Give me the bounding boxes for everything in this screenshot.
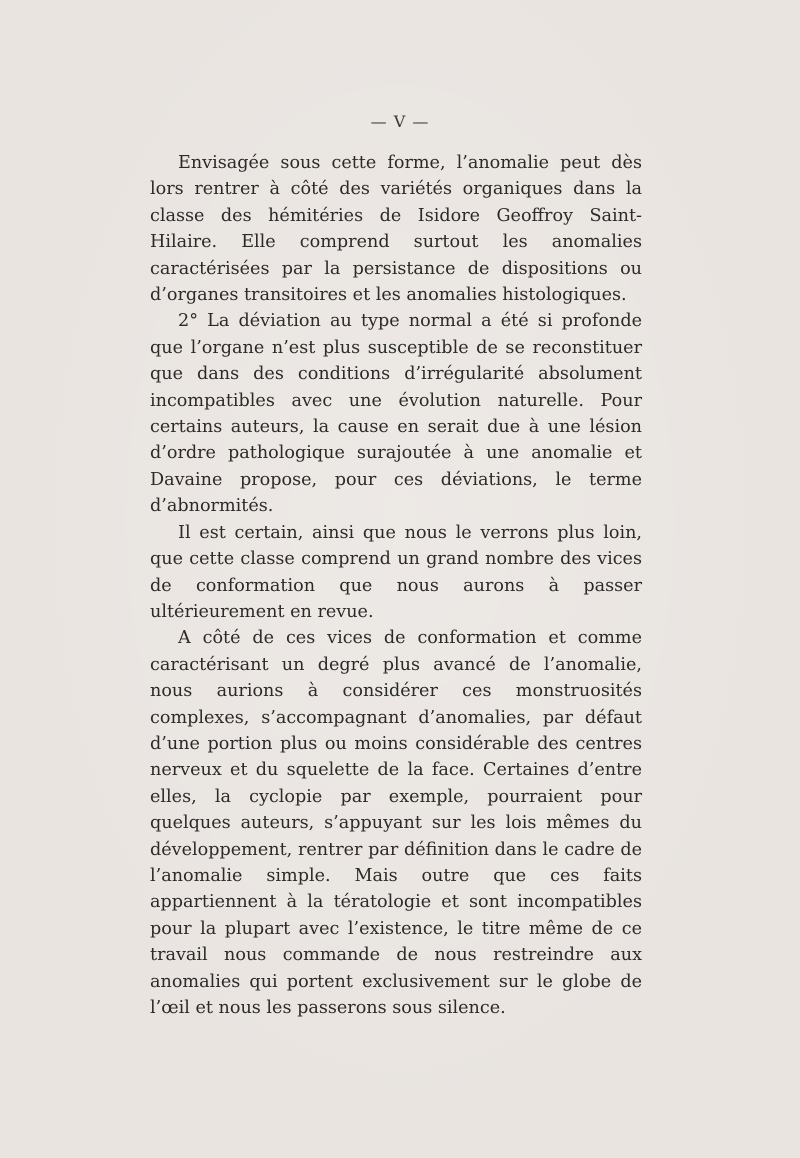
paragraph-1: Envisagée sous cette forme, l’anomalie peut dès lors rentrer à côté des variétés organiques dans la classe des hémitéries de Isidore Geoffroy Saint-Hilaire. Elle comprend surtout les anomalies caractérisées par la persistance de dispositions ou d’organes transitoires et les anomalies histologiques. bbox=[150, 153, 642, 306]
paragraph-4: A côté de ces vices de conformation et comme caractérisant un degré plus avancé de l’anomalie, nous aurions à considérer ces monstruosités complexes, s’accompagnant d’anomalies, par défaut d’une portion plus ou moins considérable des centres nerveux et du squelette de la face. Certaines d’entre elles, la cyclopie par exemple, pourraient pour quelques auteurs, s’appuyant sur les lois mêmes du développement, rentrer par définition dans le cadre de l’anomalie simple. Mais outre que ces faits appartiennent à la tératologie et sont incompatibles pour la plupart avec l’existence, le titre même de ce travail nous commande de nous restreindre aux anomalies qui portent exclusivement sur le globe de l’œil et nous les passerons sous silence. bbox=[150, 628, 642, 1018]
paragraph-2: 2° La déviation au type normal a été si profonde que l’organe n’est plus susceptible de se reconstituer que dans des conditions d’irrégularité absolument incompatibles avec une évolution naturelle. Pour certains auteurs, la cause en serait due à une lésion d’ordre pathologique surajoutée à une anomalie et Davaine propose, pour ces déviations, le terme d’abnormités. bbox=[150, 311, 642, 517]
body-text bbox=[150, 150, 642, 1021]
page-number: — V — bbox=[370, 112, 430, 131]
paragraph-3: Il est certain, ainsi que nous le verrons plus loin, que cette classe comprend un grand nombre des vices de conformation que nous aurons à passer ultérieurement en revue. bbox=[150, 522, 642, 622]
